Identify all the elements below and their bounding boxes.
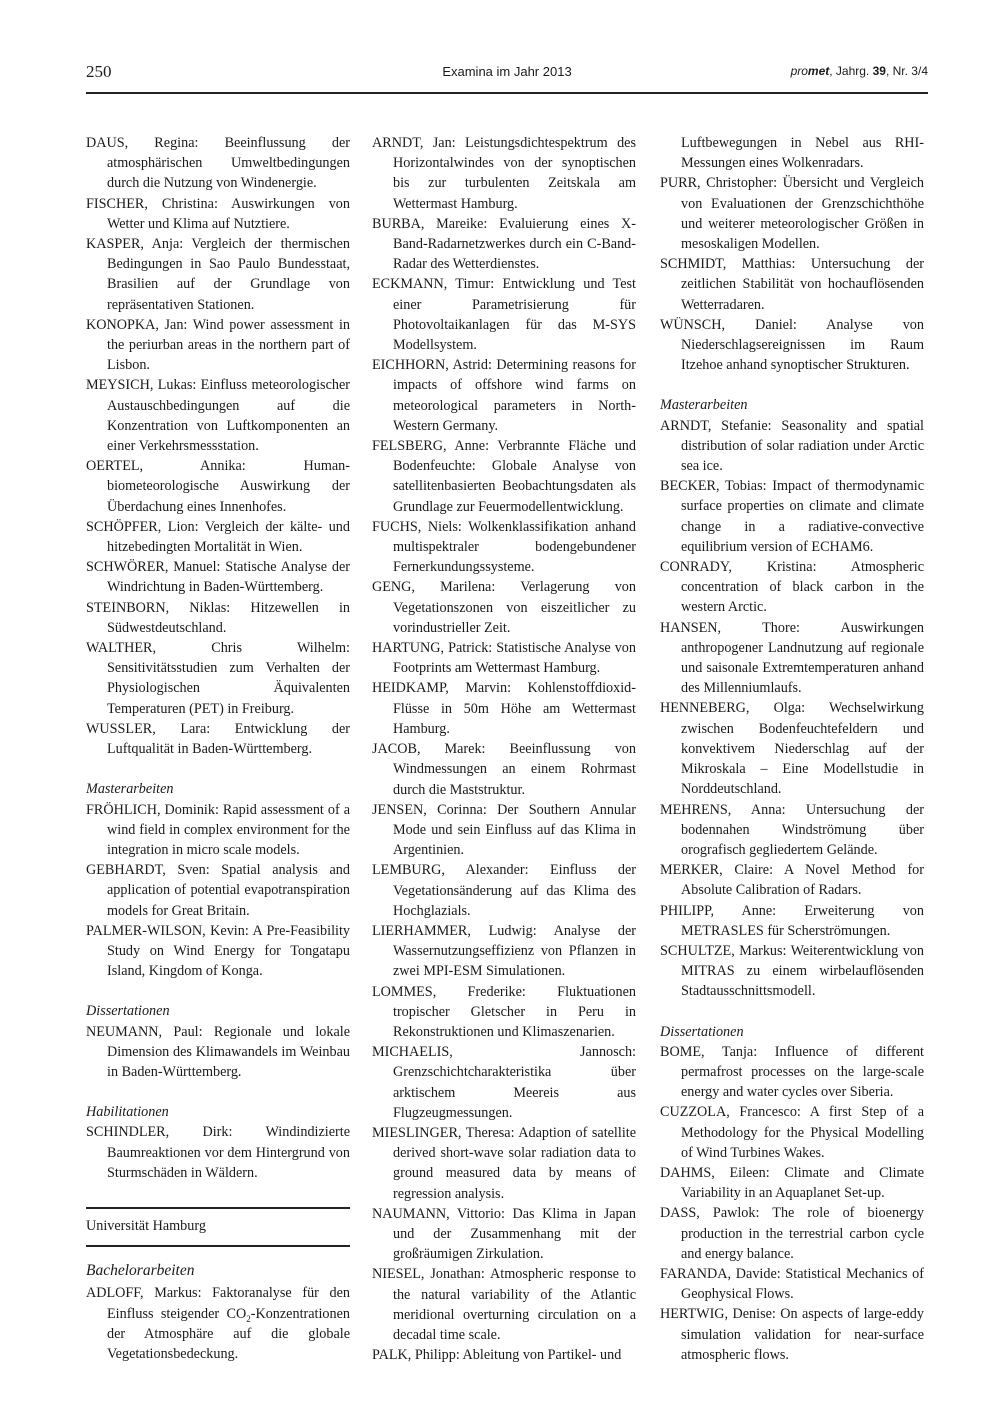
thesis-entry: PHILIPP, Anne: Erweiterung von METRASLES für Scherströmungen. bbox=[660, 902, 924, 939]
thesis-entry: HENNEBERG, Olga: Wechselwirkung zwischen Bodenfeuchtefeldern und konvektivem Niederschlag auf der Mikroskala – Eine Modellstudie in Norddeutschland. bbox=[660, 700, 924, 798]
thesis-list bbox=[660, 416, 924, 1002]
thesis-entry: BURBA, Mareike: Evaluierung eines X-Band-Radarnetzwerkes durch ein C-Band-Radar des Wetterdienstes. bbox=[372, 215, 636, 273]
thesis-entry-continuation: Luftbewegungen in Nebel aus RHI-Messungen eines Wolkenradars. bbox=[681, 135, 924, 172]
thesis-entry: GENG, Marilena: Verlagerung von Vegetationszonen von eiszeitlicher zu vorindustrieller Zeit. bbox=[372, 579, 636, 636]
thesis-entry: BOME, Tanja: Influence of different permafrost processes on the large-scale energy and water cycles over Siberia. bbox=[660, 1043, 924, 1101]
page-number: 250 bbox=[86, 62, 112, 81]
section-heading-master: Masterarbeiten bbox=[86, 781, 174, 798]
thesis-entry: BECKER, Tobias: Impact of thermodynamic surface properties on climate and climate change in a radiative-convective equilibrium version of ECHAM6. bbox=[660, 478, 924, 555]
thesis-entry: WÜNSCH, Daniel: Analyse von Niederschlagsereignissen im Raum Itzehoe anhand synoptischer Strukturen. bbox=[660, 316, 924, 374]
thesis-entry: OERTEL, Annika: Human-biometeorologische Auswirkung der Überdachung eines Innenhofes. bbox=[86, 458, 350, 515]
thesis-entry: KONOPKA, Jan: Wind power assessment in the periurban areas in the northern part of Lisbon. bbox=[86, 316, 350, 374]
thesis-entry: SCHULTZE, Markus: Weiterentwicklung von MITRAS zu einem wirbelauflösenden Stadtausschnittsmodell. bbox=[660, 942, 924, 1000]
thesis-entry: JENSEN, Corinna: Der Southern Annular Mode und sein Einfluss auf das Klima in Argentinien. bbox=[372, 801, 636, 859]
page-header bbox=[86, 58, 928, 86]
thesis-entry: NEUMANN, Paul: Regionale und lokale Dimension des Klimawandels im Weinbau in Baden-Württemberg. bbox=[86, 1023, 350, 1080]
thesis-entry: NIESEL, Jonathan: Atmospheric response to the natural variability of the Atlantic meridional overturning circulation on a decadal time scale. bbox=[372, 1266, 636, 1343]
thesis-entry: ARNDT, Stefanie: Seasonality and spatial distribution of solar radiation under Arctic sea ice. bbox=[660, 417, 924, 475]
header-rule bbox=[86, 92, 928, 94]
thesis-entry: FELSBERG, Anne: Verbrannte Fläche und Bodenfeuchte: Globale Analyse von satellitenbasierten Beobachtungsdaten als Grundlage zur Feuermodellentwicklung. bbox=[372, 438, 636, 515]
thesis-list bbox=[86, 1122, 350, 1183]
column-middle bbox=[372, 133, 636, 1365]
thesis-entry: CUZZOLA, Francesco: A first Step of a Methodology for the Physical Modelling of Wind Turbines Wakes. bbox=[660, 1104, 924, 1161]
thesis-entry: HERTWIG, Denise: On aspects of large-eddy simulation validation for near-surface atmospheric flows. bbox=[660, 1306, 924, 1363]
thesis-entry: MICHAELIS, Jannosch: Grenzschichtcharakteristika über arktischem Meereis aus Flugzeugmessungen. bbox=[372, 1044, 636, 1121]
thesis-entry: HARTUNG, Patrick: Statistische Analyse von Footprints am Wettermast Hamburg. bbox=[372, 640, 636, 677]
journal-reference: promet, Jahrg. 39, Nr. 3/4 bbox=[790, 64, 928, 78]
thesis-entry: GEBHARDT, Sven: Spatial analysis and application of potential evapotranspiration models for Great Britain. bbox=[86, 862, 350, 919]
thesis-entry: KASPER, Anja: Vergleich der thermischen Bedingungen in Sao Paulo Bundesstaat, Brasilien auf der Grundlage von repräsentativen Stationen. bbox=[86, 236, 350, 313]
thesis-entry: ARNDT, Jan: Leistungsdichtespektrum des Horizontalwindes von der synoptischen bis zur turbulenten Zeitskala am Wettermast Hamburg. bbox=[372, 135, 636, 212]
thesis-entry: MERKER, Claire: A Novel Method for Absolute Calibration of Radars. bbox=[660, 862, 924, 899]
university-heading: Universität Hamburg bbox=[86, 1207, 350, 1247]
thesis-list bbox=[86, 800, 350, 982]
thesis-entry: WALTHER, Chris Wilhelm: Sensitivitätsstudien zum Verhalten der Physiologischen Äquivalenten Temperaturen (PET) in Freiburg. bbox=[86, 640, 350, 717]
thesis-entry: MIESLINGER, Theresa: Adaption of satellite derived short-wave solar radiation data to ground measured data by means of regression analysis. bbox=[372, 1124, 636, 1202]
section-heading-dissertations: Dissertationen bbox=[660, 1023, 744, 1040]
journal-brand: promet bbox=[790, 64, 830, 78]
thesis-entry: PURR, Christopher: Übersicht und Vergleich von Evaluationen der Grenzschichthöhe und weiterer meteorologischer Größen in mesoskaligen Modellen. bbox=[660, 175, 924, 253]
thesis-entry: PALMER-WILSON, Kevin: A Pre-Feasibility Study on Wind Energy for Tongatapu Island, Kingdom of Konga. bbox=[86, 922, 350, 980]
thesis-entry: FISCHER, Christina: Auswirkungen von Wetter und Klima auf Nutztiere. bbox=[86, 195, 350, 232]
column-left bbox=[86, 133, 350, 1364]
thesis-entry: MEYSICH, Lukas: Einfluss meteorologischer Austauschbedingungen auf die Konzentration von Luftkomponenten an einer Verkehrsmessstation. bbox=[86, 377, 350, 455]
thesis-entry: SCHWÖRER, Manuel: Statische Analyse der Windrichtung in Baden-Württemberg. bbox=[86, 559, 350, 596]
thesis-entry: SCHINDLER, Dirk: Windindizierte Baumreaktionen vor dem Hintergrund von Sturmschäden in Wäldern. bbox=[86, 1124, 350, 1181]
thesis-entry: MEHRENS, Anna: Untersuchung der bodennahen Windströmung über orografisch gegliedertem Gelände. bbox=[660, 801, 924, 858]
thesis-entry: STEINBORN, Niklas: Hitzewellen in Südwestdeutschland. bbox=[86, 599, 350, 636]
thesis-entry: LOMMES, Frederike: Fluktuationen tropischer Gletscher in Peru in Rekonstruktionen und Klimaszenarien. bbox=[372, 983, 636, 1040]
thesis-entry: ECKMANN, Timur: Entwicklung und Test einer Parametrisierung für Photovoltaikanlagen für das M-SYS Modellsystem. bbox=[372, 276, 636, 354]
section-heading-master: Masterarbeiten bbox=[660, 397, 748, 414]
thesis-entry: HANSEN, Thore: Auswirkungen anthropogener Landnutzung auf regionale und saisonale Extremtemperaturen anhand des Millenniumlaufs. bbox=[660, 619, 924, 697]
thesis-entry: DASS, Pawlok: The role of bioenergy production in the terrestrial carbon cycle and energy balance. bbox=[660, 1205, 924, 1262]
thesis-list bbox=[660, 173, 924, 375]
thesis-list bbox=[660, 1042, 924, 1365]
section-heading-dissertations: Dissertationen bbox=[86, 1003, 170, 1020]
thesis-entry: CONRADY, Kristina: Atmospheric concentration of black carbon in the western Arctic. bbox=[660, 559, 924, 616]
thesis-entry: SCHÖPFER, Lion: Vergleich der kälte- und hitzebedingten Mortalität in Wien. bbox=[86, 518, 350, 556]
thesis-list bbox=[372, 133, 636, 1365]
section-heading-bachelor: Bachelorarbeiten bbox=[86, 1262, 195, 1280]
thesis-entry: JACOB, Marek: Beeinflussung von Windmessungen an einem Rohrmast durch die Maststruktur. bbox=[372, 741, 636, 798]
thesis-entry: LIERHAMMER, Ludwig: Analyse der Wassernutzungseffizienz von Pflanzen in zwei MPI-ESM Simulationen. bbox=[372, 922, 636, 980]
thesis-entry: FUCHS, Niels: Wolkenklassifikation anhand multispektraler bodengebundener Fernerkundungssysteme. bbox=[372, 518, 636, 576]
thesis-list bbox=[86, 133, 350, 759]
thesis-entry: DAUS, Regina: Beeinflussung der atmosphärischen Umweltbedingungen durch die Nutzung von Windenergie. bbox=[86, 135, 350, 192]
thesis-entry: DAHMS, Eileen: Climate and Climate Variability in an Aquaplanet Set-up. bbox=[660, 1164, 924, 1202]
thesis-entry: FRÖHLICH, Dominik: Rapid assessment of a wind field in complex environment for the integration in micro scale models. bbox=[86, 801, 350, 858]
thesis-entry: PALK, Philipp: Ableitung von Partikel- und bbox=[372, 1347, 622, 1364]
thesis-entry: HEIDKAMP, Marvin: Kohlenstoffdioxid-Flüsse in 50m Höhe am Wettermast Hamburg. bbox=[372, 680, 636, 737]
thesis-list bbox=[86, 1022, 350, 1083]
running-title: Examina im Jahr 2013 bbox=[442, 64, 572, 79]
column-right bbox=[660, 133, 924, 1365]
thesis-entry: ADLOFF, Markus: Faktoranalyse für den Einfluss steigender $CO_2$-Konzentrationen der Atmosphäre auf die globale Vegetationsbedeckung. bbox=[86, 1285, 350, 1362]
thesis-entry: EICHHORN, Astrid: Determining reasons for impacts of offshore wind farms on meteorological parameters in North-Western Germany. bbox=[372, 357, 636, 434]
thesis-entry: NAUMANN, Vittorio: Das Klima in Japan und der Zusammenhang mit der großräumigen Zirkulation. bbox=[372, 1205, 636, 1263]
section-heading-habilitations: Habilitationen bbox=[86, 1104, 169, 1121]
thesis-entry: SCHMIDT, Matthias: Untersuchung der zeitlichen Stabilität von hochauflösenden Wetterradaren. bbox=[660, 256, 924, 313]
thesis-entry: LEMBURG, Alexander: Einfluss der Vegetationsänderung auf das Klima des Hochglazials. bbox=[372, 862, 636, 919]
thesis-entry: FARANDA, Davide: Statistical Mechanics of Geophysical Flows. bbox=[660, 1265, 924, 1303]
thesis-entry: WUSSLER, Lara: Entwicklung der Luftqualität in Baden-Württemberg. bbox=[86, 720, 350, 758]
